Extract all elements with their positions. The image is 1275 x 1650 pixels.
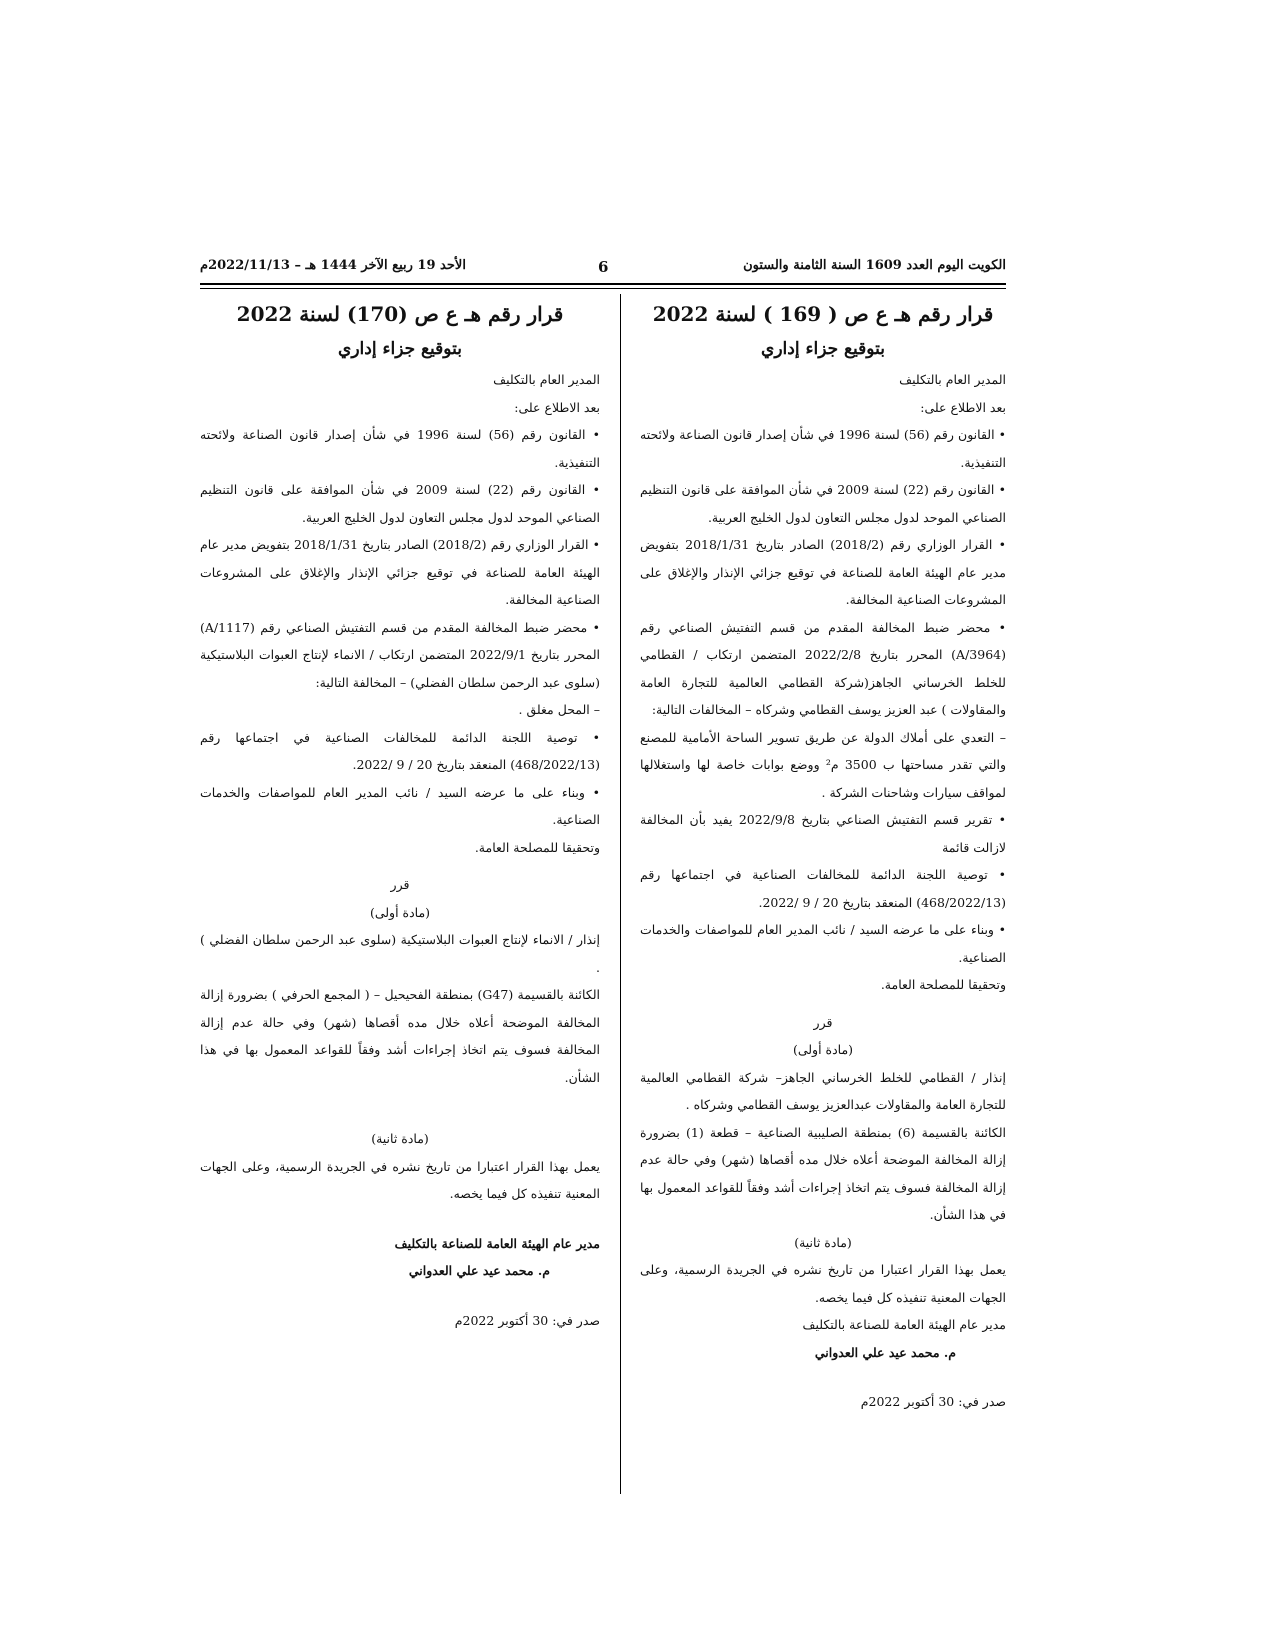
article-2-text: يعمل بهذا القرار اعتبارا من تاريخ نشره في الجريدة الرسمية، وعلى الجهات المعنية تنفيذه كل فيما يخصه. (640, 1262, 1006, 1305)
after-review: بعد الاطلاع على: (514, 399, 600, 415)
gazette-issue-info: الكويت اليوم العدد 1609 السنة الثامنة والستون (743, 258, 1006, 273)
article-1-text: إنذار / القطامي للخلط الخرساني الجاهز– شركة القطامي العالمية للتجارة العامة والمقاولات عبدالعزيز يوسف القطامي وشركاه . (640, 1069, 1006, 1112)
decision-subtitle: بتوقيع جزاء إداري (338, 339, 462, 359)
list-item: • القرار الوزاري رقم (2018/2) الصادر بتاريخ 2018/1/31 بتفويض مدير عام الهيئة العامة للصناعة في توقيع جزائي الإنذار والإغلاق على المشروعات الصناعية المخالفة. (640, 537, 1006, 607)
list-item: • القانون رقم (56) لسنة 1996 في شأن إصدار قانون الصناعة ولائحته التنفيذية. (640, 427, 1007, 470)
decision-subtitle: بتوقيع جزاء إداري (761, 339, 885, 359)
page-header (200, 258, 1006, 282)
list-item: • القرار الوزاري رقم (2018/2) الصادر بتاريخ 2018/1/31 بتفويض مدير عام الهيئة العامة للصناعة في توقيع جزائي الإنذار والإغلاق على المشروعات الصناعية المخالفة. (200, 537, 600, 607)
list-item: • وبناء على ما عرضه السيد / نائب المدير العام للمواصفات والخدمات الصناعية. (640, 922, 1006, 965)
decided-heading: قرر (813, 1014, 833, 1030)
list-item: • محضر ضبط المخالفة المقدم من قسم التفتيش الصناعي رقم (A/1117) المحرر بتاريخ 2022/9/1 المتضمن ارتكاب / الانماء لإنتاج العبوات البلاستيكية (سلوى عبد الرحمن سلطان الفضلي) – المخالفة التالية: (200, 619, 600, 690)
list-item: • القانون رقم (22) لسنة 2009 في شأن الموافقة على قانون التنظيم الصناعي الموحد لدول مجلس التعاون لدول الخليج العربية. (640, 482, 1007, 525)
decision-title: قرار رقم هـ ع ص ( 169 ) لسنة 2022 (652, 302, 994, 326)
article-1-text: الكائنة بالقسيمة (G47) بمنطقة الفحيحيل – ( المجمع الحرفي ) بضرورة إزالة المخالفة الموضحة أعلاه خلال مده أقصاها (شهر) وفي حالة عدم إزالة المخالفة فسوف يتم اتخاذ إجراءات أشد وفقاً للقواعد المعمول بها في هذا الشأن. (200, 987, 600, 1085)
issued-date: صدر في: 30 أكتوبر 2022م (454, 1312, 600, 1328)
list-item: • وبناء على ما عرضه السيد / نائب المدير العام للمواصفات والخدمات الصناعية. (200, 784, 600, 827)
list-item: • تقرير قسم التفتيش الصناعي بتاريخ 2022/9/8 يفيد بأن المخالفة لازالت قائمة (640, 812, 1006, 855)
list-item: • توصية اللجنة الدائمة للمخالفات الصناعية في اجتماعها رقم (468/2022/13) المنعقد بتاريخ 20 / 9 /2022. (640, 867, 1006, 910)
list-item: • القانون رقم (56) لسنة 1996 في شأن إصدار قانون الصناعة ولائحته التنفيذية. (200, 427, 600, 470)
signatory-title: مدير عام الهيئة العامة للصناعة بالتكليف (802, 1317, 1006, 1332)
list-item: وتحقيقا للمصلحة العامة. (880, 977, 1006, 992)
decided-heading: قرر (390, 877, 410, 892)
header-rule (200, 283, 1006, 289)
decision-170 (200, 296, 600, 1334)
signatory-title: مدير عام الهيئة العامة للصناعة بالتكليف (394, 1235, 600, 1251)
signatory-name: م. محمد عيد علي العدواني (814, 1344, 956, 1360)
column-divider (620, 294, 621, 1494)
list-item: – التعدي على أملاك الدولة عن طريق تسوير الساحة الأمامية للمصنع والتي تقدر مساحتها ب 3500 م² ووضع بوابات خاصة لها واستغلالها لمواقف سيارات وشاحنات الشركة . (640, 729, 1007, 800)
list-item: • توصية اللجنة الدائمة للمخالفات الصناعية في اجتماعها رقم (468/2022/13) المنعقد بتاريخ 20 / 9 /2022. (200, 729, 600, 772)
article-1-text: الكائنة بالقسيمة (6) بمنطقة الصليبية الصناعية – قطعة (1) بضرورة إزالة المخالفة الموضحة أعلاه خلال مده أقصاها (شهر) وفي حالة عدم إزالة المخالفة فسوف يتم اتخاذ إجراءات أشد وفقاً للقواعد المعمول بها في هذا الشأن. (640, 1124, 1006, 1222)
article-2-heading: (مادة ثانية) (794, 1234, 852, 1250)
signatory-name: م. محمد عيد علي العدواني (408, 1263, 550, 1278)
page-number: 6 (598, 258, 609, 276)
issuer: المدير العام بالتكليف (899, 372, 1006, 387)
after-review: بعد الاطلاع على: (920, 399, 1006, 415)
list-item: وتحقيقا للمصلحة العامة. (474, 839, 600, 855)
article-1-heading: (مادة أولى) (792, 1042, 854, 1057)
decision-title: قرار رقم هـ ع ص (170) لسنة 2022 (236, 302, 564, 326)
list-item: – المحل مغلق . (518, 702, 600, 717)
list-item: • محضر ضبط المخالفة المقدم من قسم التفتيش الصناعي رقم (A/3964) المحرر بتاريخ 2022/2/8 المتضمن ارتكاب / القطامي للخلط الخرساني الجاهز(شركة القطامي العالمية للتجارة العامة والمقاولات ) عبد العزيز يوسف القطامي وشركاه – المخالفات التالية: (640, 619, 1006, 717)
article-2-heading: (مادة ثانية) (371, 1131, 429, 1146)
article-2-text: يعمل بهذا القرار اعتبارا من تاريخ نشره في الجريدة الرسمية، وعلى الجهات المعنية تنفيذه كل فيما يخصه. (200, 1158, 600, 1201)
issued-date: صدر في: 30 أكتوبر 2022م (860, 1394, 1006, 1409)
decision-169 (640, 296, 1006, 1416)
issue-date: الأحد 19 ربيع الآخر 1444 هـ – 2022/11/13م (200, 258, 466, 273)
article-1-heading: (مادة أولى) (369, 904, 431, 920)
article-1-text: إنذار / الانماء لإنتاج العبوات البلاستيكية (سلوى عبد الرحمن سلطان الفضلي ) . (200, 932, 600, 975)
issuer: المدير العام بالتكليف (493, 372, 600, 387)
list-item: • القانون رقم (22) لسنة 2009 في شأن الموافقة على قانون التنظيم الصناعي الموحد لدول مجلس التعاون لدول الخليج العربية. (200, 482, 600, 525)
